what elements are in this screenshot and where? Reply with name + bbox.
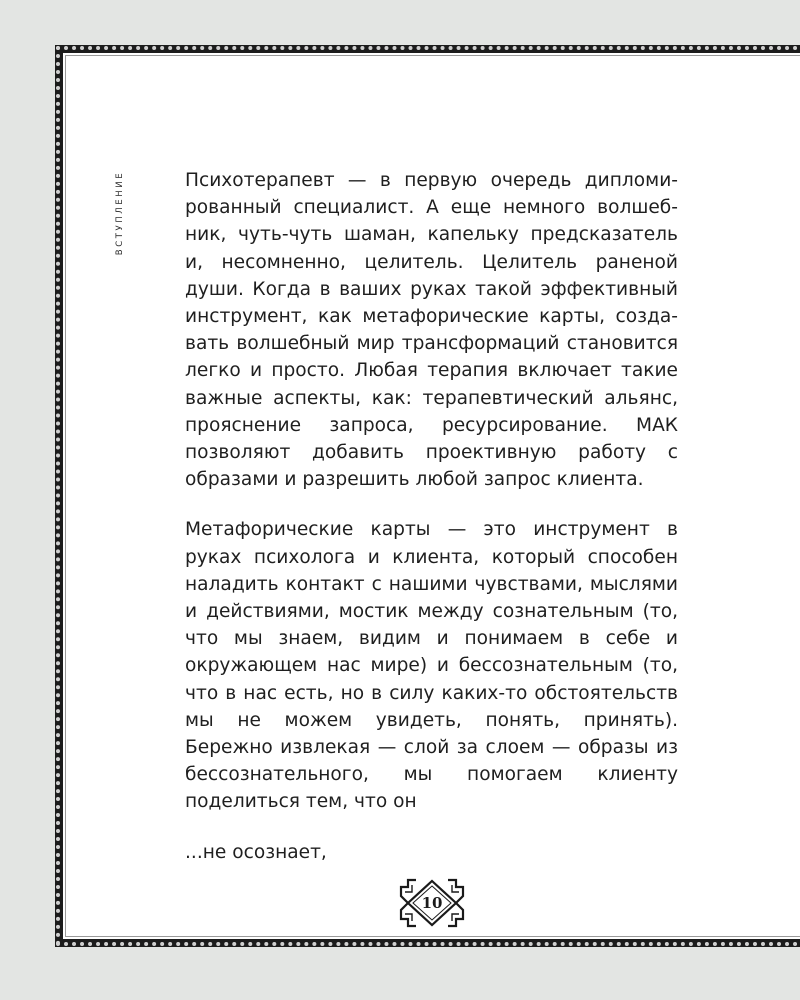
paragraph-3: ...не осознает, xyxy=(185,841,327,863)
section-label xyxy=(113,158,127,268)
paragraph-2: Метафорические карты — это инструмент в руках психолога и клиента, который способен наладить контакт с нашими чувствами, мыслями и действиями, мостик между сознательным (то, что мы знаем, видим и понимаем в себе и окружающем нас мире) и бессознательным (то, что в нас есть, но в силу каких-то обстоятельств мы не можем увидеть, понять, принять). Бережно извлекая — слой за слоем — образы из бессознательного, мы помогаем клиенту поделиться тем, что он xyxy=(185,519,678,813)
body-text xyxy=(185,167,678,866)
paragraph-1: Психотерапевт — в первую очередь дипломированный специалист. А еще немного волшебник, чуть-чуть шаман, капельку предсказатель и, несомненно, целитель. Целитель раненой души. Когда в ваших руках такой эффективный инструмент, как метафорические карты, создавать волшебный мир трансформаций становится легко и просто. Любая терапия включает такие важные аспекты, как: терапевтический альянс, прояснение запроса, ресурсирование. МАК позволяют добавить проективную работу с образами и разрешить любой запрос клиента. xyxy=(185,170,678,491)
page-number: 10 xyxy=(421,894,443,912)
section-label-text: ВСТУПЛЕНИЕ xyxy=(115,170,125,256)
